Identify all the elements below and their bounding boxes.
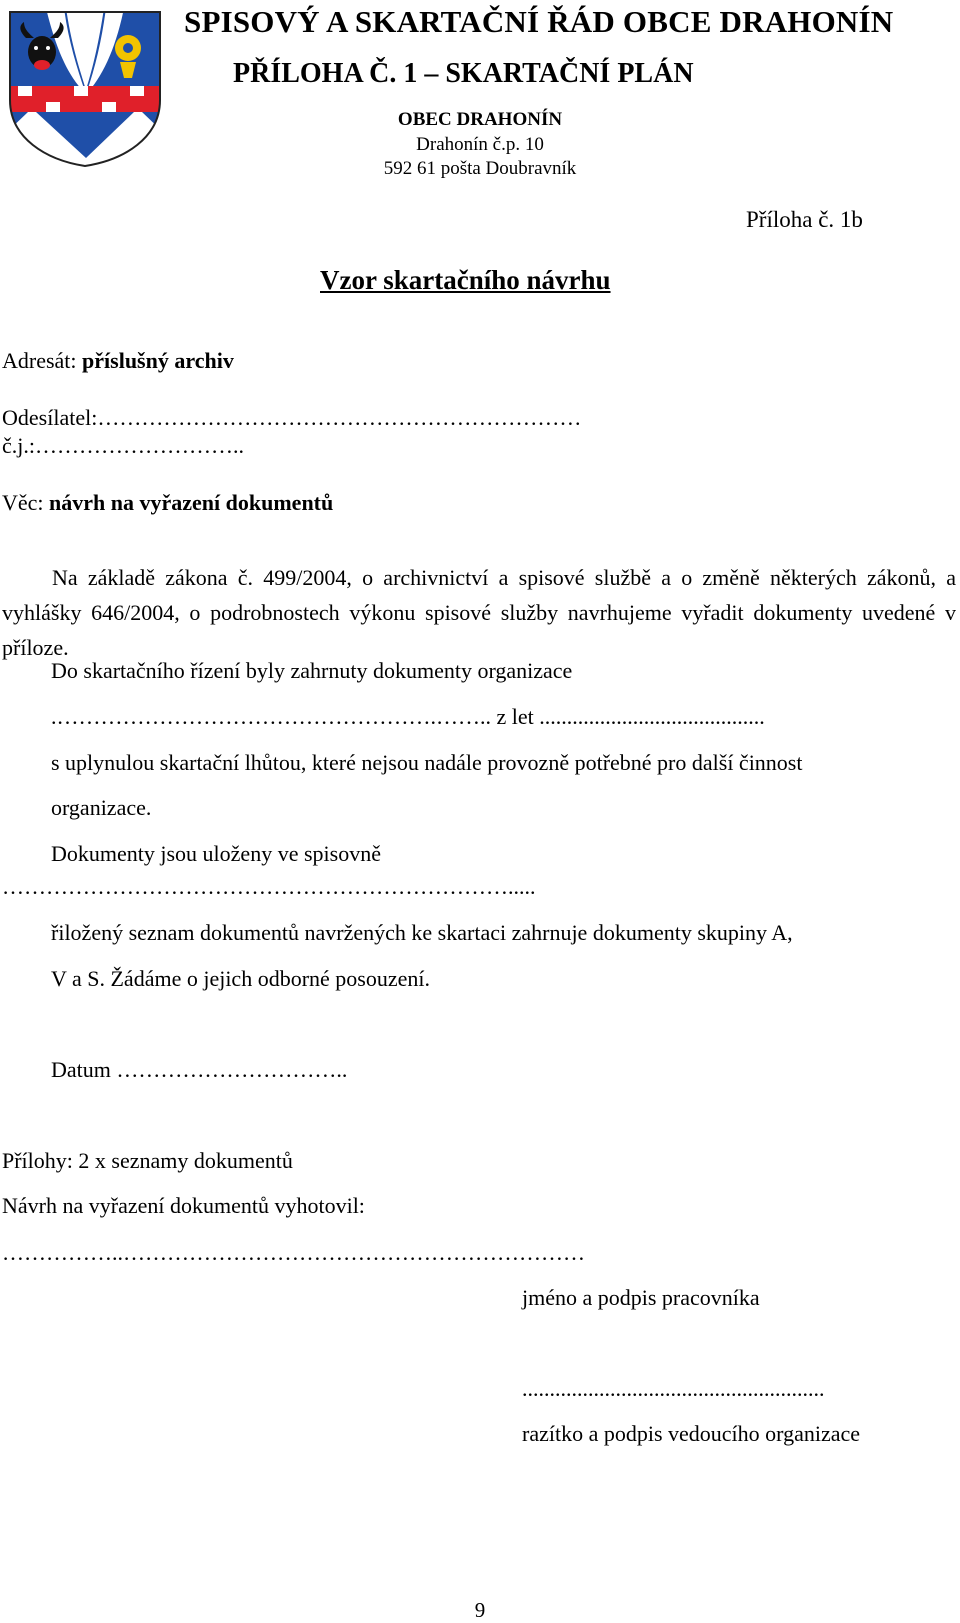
- sender-fill: …………………………………………………………: [97, 405, 582, 430]
- included-line: Do skartačního řízení byly zahrnuty dokumenty organizace: [51, 658, 573, 683]
- date-label: Datum: [51, 1057, 111, 1082]
- addressee-line: [2, 348, 234, 374]
- ref-number-label: č.j.:: [2, 433, 35, 458]
- stamp-fill-line: .......................................................: [522, 1376, 825, 1401]
- organization-name: OBEC DRAHONÍN: [397, 109, 563, 130]
- sender-label: Odesílatel:: [2, 405, 98, 430]
- legal-basis-paragraph: [2, 560, 956, 665]
- expired-line: s uplynulou skartační lhůtou, které nejsou nadále provozně potřebné pro další činnost: [51, 750, 803, 775]
- prepared-by-line: Návrh na vyřazení dokumentů vyhotovil:: [2, 1193, 365, 1218]
- subject-label: Věc:: [2, 490, 44, 515]
- attachments-line: Přílohy: 2 x seznamy dokumentů: [2, 1148, 293, 1173]
- attached-line-cont: V a S. Žádáme o jejich odborné posouzení.: [51, 966, 430, 991]
- ref-number-line: [2, 433, 244, 459]
- organization-address-line1: Drahonín č.p. 10: [416, 134, 544, 155]
- page-number: 9: [474, 1598, 486, 1622]
- addressee-label: Adresát:: [2, 348, 77, 373]
- document-header-title: SPISOVÝ A SKARTAČNÍ ŘÁD OBCE DRAHONÍN: [184, 4, 894, 39]
- stamp-label: razítko a podpis vedoucího organizace: [522, 1421, 861, 1446]
- organization-fill-line: .…………………………………………….…….. z let .........................................: [51, 704, 765, 729]
- addressee-value: příslušný archiv: [82, 348, 234, 373]
- expired-line-cont: organizace.: [51, 795, 152, 820]
- stored-fill-line: …………………………………………………………….....: [2, 874, 536, 899]
- organization-address-line2: 592 61 pošta Doubravník: [383, 158, 577, 179]
- subject-value: návrh na vyřazení dokumentů: [49, 490, 334, 515]
- ref-number-fill: ………………………..: [35, 433, 244, 458]
- subject-line: [2, 490, 333, 516]
- document-header-subtitle: PŘÍLOHA Č. 1 – SKARTAČNÍ PLÁN: [233, 58, 694, 89]
- date-line: [51, 1057, 347, 1083]
- annex-label: Příloha č. 1b: [746, 207, 863, 232]
- prepared-fill-line: ……………..………………………………………………………: [2, 1240, 585, 1265]
- legal-basis-text: Na základě zákona č. 499/2004, o archivnictví a spisové službě a o změně některých zákonů, a vyhlášky 646/2004, o podrobnostech výkonu spisové služby navrhujeme vyřadit dokumenty uvedené v příloze.: [2, 565, 956, 660]
- date-fill: …………………………..: [116, 1057, 348, 1082]
- stored-line: Dokumenty jsou uloženy ve spisovně: [51, 841, 381, 866]
- document-title: Vzor skartačního návrhu: [320, 265, 611, 295]
- sender-line: [2, 405, 581, 431]
- attached-line: řiložený seznam dokumentů navržených ke skartaci zahrnuje dokumenty skupiny A,: [51, 920, 793, 945]
- signature-label: jméno a podpis pracovníka: [522, 1285, 760, 1310]
